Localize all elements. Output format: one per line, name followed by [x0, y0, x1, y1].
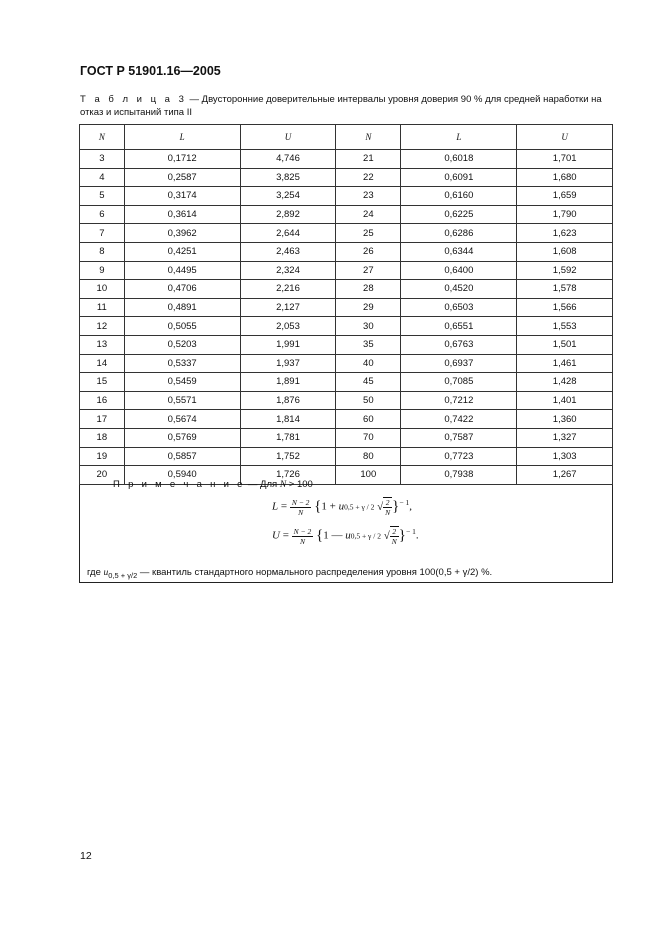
note-text: — Для [245, 479, 280, 490]
table-cell: 0,5769 [124, 428, 240, 447]
table-cell: 70 [336, 428, 401, 447]
table-cell: 0,2587 [124, 168, 240, 187]
table-cell: 17 [80, 410, 125, 429]
table-cell: 8 [80, 242, 125, 261]
table-note [113, 479, 313, 490]
table-cell: 1,701 [517, 150, 613, 169]
table-cell: 1,501 [517, 335, 613, 354]
table-cell: 0,6160 [401, 187, 517, 206]
table-cell: 40 [336, 354, 401, 373]
table-cell: 1,267 [517, 466, 613, 485]
where-sub: 0,5 + γ/2 [108, 570, 138, 580]
table-cell: 0,3962 [124, 224, 240, 243]
formula-l: L = $\frac{N - 2}{N}$ {1 + u0,5 + γ / 2 √ $\frac{2}{N}$ }$^{- 1}$, [272, 497, 412, 517]
table-cell: 0,5337 [124, 354, 240, 373]
table-cell: 0,6551 [401, 317, 517, 336]
table-row [80, 224, 613, 243]
table-cell: 0,5674 [124, 410, 240, 429]
table-cell: 0,5203 [124, 335, 240, 354]
table-cell: 0,4706 [124, 280, 240, 299]
table-cell: 1,360 [517, 410, 613, 429]
table-cell: 1,790 [517, 205, 613, 224]
table-row [80, 280, 613, 299]
table-row [80, 150, 613, 169]
table-cell: 0,3174 [124, 187, 240, 206]
table-cell: 1,726 [240, 466, 336, 485]
table-cell: 3 [80, 150, 125, 169]
note-label: П р и м е ч а н и е [113, 479, 246, 490]
table-cell: 0,5940 [124, 466, 240, 485]
table-cell: 27 [336, 261, 401, 280]
table-cell: 0,7723 [401, 447, 517, 466]
table-cell: 1,461 [517, 354, 613, 373]
where-u: u [103, 568, 109, 578]
col-header: L [401, 125, 517, 150]
table-cell: 1,891 [240, 373, 336, 392]
col-header: L [124, 125, 240, 150]
where-text: квантиль стандартного нормального распределения уровня 100(0,5 + γ/2) %. [152, 567, 493, 578]
table-cell: 0,6763 [401, 335, 517, 354]
table-cell: 10 [80, 280, 125, 299]
table-cell: 28 [336, 280, 401, 299]
col-header: N [80, 125, 125, 150]
table-cell: 0,6344 [401, 242, 517, 261]
table-cell: 35 [336, 335, 401, 354]
table-cell: 0,6937 [401, 354, 517, 373]
table-cell: 0,1712 [124, 150, 240, 169]
table-row [80, 298, 613, 317]
table-cell: 0,4495 [124, 261, 240, 280]
table-cell: 30 [336, 317, 401, 336]
caption-text: — Двусторонние доверительные интервалы уровня доверия 90 % для средней наработки на отказ и испытаний типа II [80, 94, 602, 118]
table-cell: 2,644 [240, 224, 336, 243]
table-cell: 1,781 [240, 428, 336, 447]
table-cell: 24 [336, 205, 401, 224]
table-cell: 1,608 [517, 242, 613, 261]
table-cell: 0,7085 [401, 373, 517, 392]
table-cell: 0,7422 [401, 410, 517, 429]
table-cell: 22 [336, 168, 401, 187]
col-header: N [336, 125, 401, 150]
table-cell: 0,6400 [401, 261, 517, 280]
table-cell: 1,752 [240, 447, 336, 466]
formula-l-lhs: L [272, 500, 279, 513]
where-dash: — [137, 567, 153, 578]
table-cell: 0,6018 [401, 150, 517, 169]
table-row [80, 187, 613, 206]
table-cell: 0,3614 [124, 205, 240, 224]
table-cell: 60 [336, 410, 401, 429]
table-cell: 18 [80, 428, 125, 447]
formula-u: U = $\frac{N - 2}{N}$ {1 — u0,5 + γ / 2 √ $\frac{2}{N}$ }$^{- 1}$. [272, 526, 419, 546]
table-cell: 1,991 [240, 335, 336, 354]
table-row [80, 168, 613, 187]
col-header: U [240, 125, 336, 150]
table-cell: 2,892 [240, 205, 336, 224]
table-header-row [80, 125, 613, 150]
page-number: 12 [80, 850, 92, 862]
table-cell: 1,814 [240, 410, 336, 429]
table-cell: 80 [336, 447, 401, 466]
table-cell: 0,6091 [401, 168, 517, 187]
table-cell: 1,937 [240, 354, 336, 373]
table-cell: 1,327 [517, 428, 613, 447]
table-cell: 1,623 [517, 224, 613, 243]
table-cell: 0,4520 [401, 280, 517, 299]
table-cell: 0,5055 [124, 317, 240, 336]
table-cell: 0,6225 [401, 205, 517, 224]
note-cond: > 100 [286, 479, 313, 490]
table-cell: 2,324 [240, 261, 336, 280]
table-cell: 0,6286 [401, 224, 517, 243]
table-row [80, 354, 613, 373]
table-row [80, 335, 613, 354]
table-row [80, 317, 613, 336]
table-cell: 2,053 [240, 317, 336, 336]
table-caption [80, 93, 620, 119]
table-cell: 1,578 [517, 280, 613, 299]
table-cell: 1,303 [517, 447, 613, 466]
table-cell: 0,4891 [124, 298, 240, 317]
table-cell: 0,5571 [124, 391, 240, 410]
table-cell: 4 [80, 168, 125, 187]
table-cell: 0,4251 [124, 242, 240, 261]
table-row [80, 447, 613, 466]
table-cell: 1,428 [517, 373, 613, 392]
table-cell: 14 [80, 354, 125, 373]
table-cell: 26 [336, 242, 401, 261]
table-cell: 20 [80, 466, 125, 485]
table-cell: 0,5459 [124, 373, 240, 392]
table-cell: 19 [80, 447, 125, 466]
table-cell: 3,825 [240, 168, 336, 187]
table-row [80, 391, 613, 410]
table-cell: 1,876 [240, 391, 336, 410]
table-cell: 50 [336, 391, 401, 410]
table-cell: 6 [80, 205, 125, 224]
table-cell: 100 [336, 466, 401, 485]
formula-l-frac: $\frac{N - 2}{N}$ [291, 497, 310, 517]
table-cell: 0,7938 [401, 466, 517, 485]
table-cell: 2,463 [240, 242, 336, 261]
table-cell: 15 [80, 373, 125, 392]
table-row [80, 261, 613, 280]
table-cell: 7 [80, 224, 125, 243]
table-cell: 3,254 [240, 187, 336, 206]
table-row [80, 205, 613, 224]
table-cell: 5 [80, 187, 125, 206]
where-prefix: где [87, 567, 104, 578]
table-cell: 1,401 [517, 391, 613, 410]
table-cell: 1,659 [517, 187, 613, 206]
table-cell: 29 [336, 298, 401, 317]
table-cell: 25 [336, 224, 401, 243]
table-cell: 45 [336, 373, 401, 392]
table-cell: 9 [80, 261, 125, 280]
table-cell: 1,592 [517, 261, 613, 280]
table-cell: 4,746 [240, 150, 336, 169]
note-var: N [279, 480, 287, 490]
table-cell: 2,216 [240, 280, 336, 299]
document-header: ГОСТ Р 51901.16—2005 [80, 64, 221, 78]
formula-u-lhs: U [272, 529, 280, 542]
table-cell: 23 [336, 187, 401, 206]
table-cell: 1,566 [517, 298, 613, 317]
table-cell: 0,7587 [401, 428, 517, 447]
table-cell: 1,680 [517, 168, 613, 187]
where-clause [87, 567, 492, 580]
table-cell: 12 [80, 317, 125, 336]
table-row [80, 410, 613, 429]
table-cell: 1,553 [517, 317, 613, 336]
table-cell: 0,6503 [401, 298, 517, 317]
table-row [80, 373, 613, 392]
table-cell: 13 [80, 335, 125, 354]
confidence-table [79, 124, 613, 485]
table-row [80, 428, 613, 447]
table-cell: 2,127 [240, 298, 336, 317]
table-cell: 21 [336, 150, 401, 169]
table-cell: 0,5857 [124, 447, 240, 466]
table-row [80, 242, 613, 261]
formula-u-frac: $\frac{N - 2}{N}$ [293, 526, 312, 546]
caption-label: Т а б л и ц а 3 [80, 94, 187, 105]
table-cell: 0,7212 [401, 391, 517, 410]
table-cell: 16 [80, 391, 125, 410]
col-header: U [517, 125, 613, 150]
table-cell: 11 [80, 298, 125, 317]
